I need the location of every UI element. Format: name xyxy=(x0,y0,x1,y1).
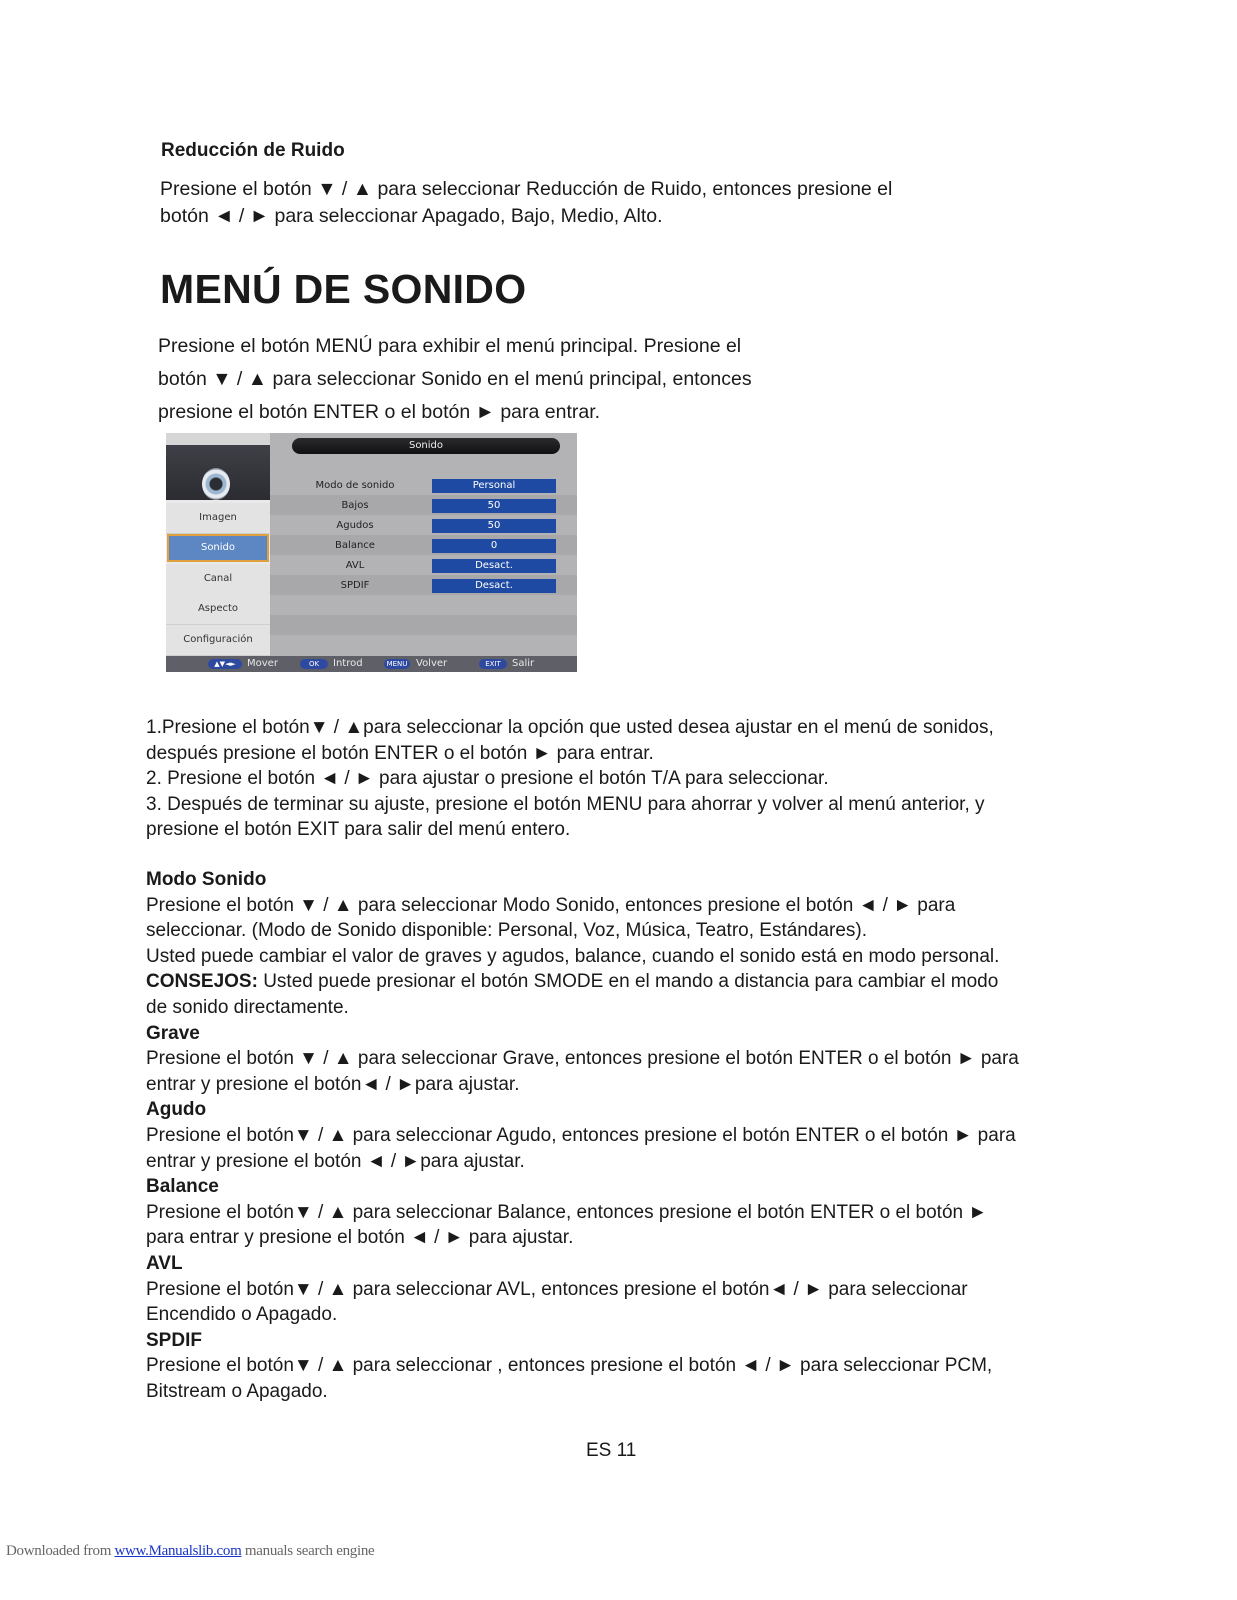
page-number: ES 11 xyxy=(586,1440,637,1461)
paragraph-intro xyxy=(158,330,752,429)
hint-text: Salir xyxy=(512,658,535,669)
text-line: botón ▼ / ▲ para seleccionar Sonido en el menú principal, entonces xyxy=(158,368,752,390)
heading-balance: Balance xyxy=(146,1176,219,1198)
menu-header-sonido: Sonido xyxy=(292,438,560,454)
nav-item-imagen: Imagen xyxy=(166,503,270,534)
menu-footer-hints xyxy=(166,656,577,672)
step-line: 1.Presione el botón▼ / ▲para seleccionar la opción que usted desea ajustar en el menú de sonidos, xyxy=(146,717,994,738)
text-line: para entrar y presione el botón ◄ / ► para ajustar. xyxy=(146,1227,574,1249)
row-label: AVL xyxy=(345,560,365,571)
row-value: 0 xyxy=(432,539,556,553)
row-label: Modo de sonido xyxy=(315,480,395,491)
tips-label: CONSEJOS: xyxy=(146,971,258,993)
menu-row-modo-sonido xyxy=(270,476,577,496)
step-line: 3. Después de terminar su ajuste, presione el botón MENU para ahorrar y volver al menú anterior, y xyxy=(146,793,985,815)
text-line: presione el botón ENTER o el botón ► para entrar. xyxy=(158,401,601,423)
text-line: Presione el botón▼ / ▲ para seleccionar , entonces presione el botón ◄ / ► para seleccionar PCM, xyxy=(146,1355,993,1377)
row-label: Bajos xyxy=(341,500,369,511)
text-line: seleccionar. (Modo de Sonido disponible: Personal, Voz, Música, Teatro, Estándares). xyxy=(146,920,867,942)
text-line: Presione el botón ▼ / ▲ para seleccionar Grave, entonces presione el botón ENTER o el botón ► para xyxy=(146,1048,1019,1070)
text-line: botón ◄ / ► para seleccionar Apagado, Bajo, Medio, Alto. xyxy=(160,205,663,227)
exit-key-icon: EXIT xyxy=(479,659,507,669)
speaker-icon xyxy=(202,468,230,500)
text-line: Bitstream o Apagado. xyxy=(146,1380,328,1402)
row-label: Balance xyxy=(335,540,375,551)
hint-text: Volver xyxy=(416,658,448,669)
options-section xyxy=(146,867,1019,1404)
menu-key-icon: MENU xyxy=(384,659,410,669)
menu-row-bajos xyxy=(270,496,577,516)
nav-item-aspecto: Aspecto xyxy=(166,594,270,625)
text-line: Presione el botón ▼ / ▲ para seleccionar Modo Sonido, entonces presione el botón ◄ / ► para xyxy=(146,894,956,916)
tips-text: Usted puede presionar el botón SMODE en el mando a distancia para cambiar el modo xyxy=(257,971,999,993)
heading-grave: Grave xyxy=(146,1022,200,1044)
sidebar-top-strip xyxy=(166,433,270,445)
hint-text: Introd xyxy=(333,658,363,669)
footer-prefix: Downloaded from xyxy=(6,1543,115,1559)
paragraph-noise-reduction xyxy=(160,176,892,230)
page-title: MENÚ DE SONIDO xyxy=(160,266,527,312)
arrows-key-icon: ▲▼◄► xyxy=(208,659,242,669)
heading-modo-sonido: Modo Sonido xyxy=(146,869,267,890)
steps-list xyxy=(146,715,994,843)
text-line: Presione el botón▼ / ▲ para seleccionar Agudo, entonces presione el botón ENTER o el botón ► para xyxy=(146,1124,1016,1146)
nav-item-configuracion: Configuración xyxy=(166,625,270,656)
row-value: Desact. xyxy=(432,579,556,593)
row-value: 50 xyxy=(432,499,556,513)
nav-item-sonido-selected: Sonido xyxy=(167,534,269,562)
hint-text: Mover xyxy=(247,658,278,669)
heading-avl: AVL xyxy=(146,1252,183,1274)
text-line: Encendido o Apagado. xyxy=(146,1304,338,1326)
download-footer xyxy=(6,1543,374,1560)
menu-row-balance xyxy=(270,536,577,556)
section-heading-noise-reduction: Reducción de Ruido xyxy=(161,140,345,161)
text-line: Presione el botón ▼ / ▲ para seleccionar Reducción de Ruido, entonces presione el xyxy=(160,178,893,200)
nav-item-canal: Canal xyxy=(166,564,270,595)
row-value: 50 xyxy=(432,519,556,533)
tips-line xyxy=(146,969,1019,995)
text-line: entrar y presione el botón◄ / ►para ajustar. xyxy=(146,1073,520,1095)
menu-row-agudos xyxy=(270,516,577,536)
step-line: 2. Presione el botón ◄ / ► para ajustar o presione el botón T/A para seleccionar. xyxy=(146,768,829,790)
manualslib-link[interactable]: www.Manualslib.com xyxy=(114,1543,242,1559)
step-line: presione el botón EXIT para salir del menú entero. xyxy=(146,819,571,841)
row-label: Agudos xyxy=(336,520,374,531)
text-line: de sonido directamente. xyxy=(146,996,349,1018)
step-line: después presione el botón ENTER o el botón ► para entrar. xyxy=(146,742,654,764)
menu-row-spdif xyxy=(270,576,577,596)
text-line: Usted puede cambiar el valor de graves y agudos, balance, cuando el sonido está en modo personal. xyxy=(146,945,1000,967)
row-value: Personal xyxy=(432,479,556,493)
row-label: SPDIF xyxy=(340,580,370,591)
menu-logo-panel xyxy=(166,445,270,500)
heading-spdif: SPDIF xyxy=(146,1329,202,1351)
heading-agudo: Agudo xyxy=(146,1099,207,1121)
tv-sound-menu-screenshot xyxy=(166,433,577,672)
row-value: Desact. xyxy=(432,559,556,573)
text-line: Presione el botón MENÚ para exhibir el menú principal. Presione el xyxy=(158,335,742,357)
footer-suffix: manuals search engine xyxy=(241,1543,375,1559)
menu-row-avl xyxy=(270,556,577,576)
text-line: entrar y presione el botón ◄ / ►para ajustar. xyxy=(146,1150,525,1172)
text-line: Presione el botón▼ / ▲ para seleccionar Balance, entonces presione el botón ENTER o el botón ► xyxy=(146,1201,988,1223)
ok-key-icon: OK xyxy=(300,659,328,669)
text-line: Presione el botón▼ / ▲ para seleccionar AVL, entonces presione el botón◄ / ► para seleccionar xyxy=(146,1278,968,1300)
row-stripe xyxy=(270,615,577,635)
